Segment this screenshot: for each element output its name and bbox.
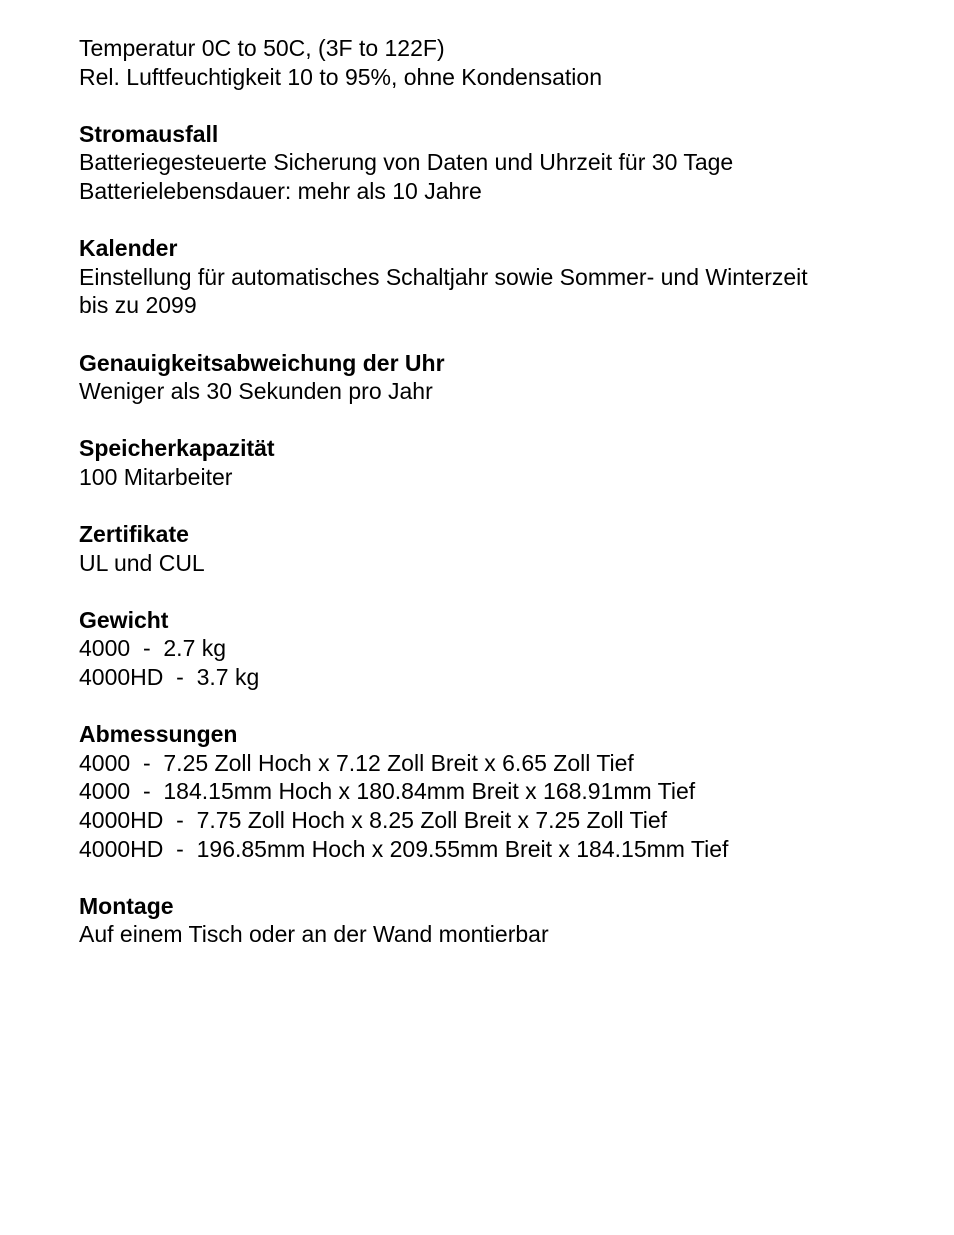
section-genauigkeit (79, 349, 939, 406)
section-spacer (79, 206, 939, 235)
section-abmessungen (79, 720, 939, 863)
section-heading: Kalender (79, 235, 178, 262)
section-speicherkapazitaet (79, 434, 939, 491)
section-heading: Abmessungen (79, 721, 238, 748)
section-gewicht (79, 606, 939, 692)
section-line: Einstellung für automatisches Schaltjahr sowie Sommer- und Winterzeit (79, 263, 808, 290)
section-heading: Genauigkeitsabweichung der Uhr (79, 349, 445, 376)
section-line: 4000 - 7.25 Zoll Hoch x 7.12 Zoll Breit x 6.65 Zoll Tief (79, 749, 634, 776)
section-heading: Stromausfall (79, 120, 219, 147)
section-line: 4000 - 184.15mm Hoch x 180.84mm Breit x 168.91mm Tief (79, 778, 696, 805)
section-spacer (79, 692, 939, 721)
section-heading: Gewicht (79, 606, 169, 633)
section-line: UL und CUL (79, 549, 205, 576)
section-line: Auf einem Tisch oder an der Wand montierbar (79, 921, 549, 948)
section-spacer (79, 406, 939, 435)
section-heading: Speicherkapazität (79, 435, 275, 462)
intro-block (79, 34, 939, 91)
section-line: 4000HD - 196.85mm Hoch x 209.55mm Breit x 184.15mm Tief (79, 835, 729, 862)
section-line: bis zu 2099 (79, 292, 197, 319)
intro-line-temperature: Temperatur 0C to 50C, (3F to 122F) (79, 35, 445, 61)
section-line: Batteriegesteuerte Sicherung von Daten und Uhrzeit für 30 Tage (79, 149, 734, 176)
section-spacer (79, 492, 939, 521)
section-montage (79, 892, 939, 949)
intro-line-humidity: Rel. Luftfeuchtigkeit 10 to 95%, ohne Kondensation (79, 63, 602, 90)
section-spacer (79, 320, 939, 349)
section-stromausfall (79, 120, 939, 206)
section-kalender (79, 234, 939, 320)
section-line: Weniger als 30 Sekunden pro Jahr (79, 378, 433, 405)
section-line: 4000HD - 7.75 Zoll Hoch x 8.25 Zoll Breit x 7.25 Zoll Tief (79, 807, 668, 834)
section-spacer (79, 577, 939, 606)
section-spacer (79, 863, 939, 892)
section-zertifikate (79, 520, 939, 577)
section-line: Batterielebensdauer: mehr als 10 Jahre (79, 177, 482, 204)
section-spacer (79, 91, 939, 120)
section-line: 100 Mitarbeiter (79, 463, 233, 490)
section-heading: Zertifikate (79, 521, 189, 548)
section-heading: Montage (79, 892, 174, 919)
document-page (79, 34, 939, 949)
section-line: 4000HD - 3.7 kg (79, 664, 260, 691)
section-line: 4000 - 2.7 kg (79, 635, 227, 662)
